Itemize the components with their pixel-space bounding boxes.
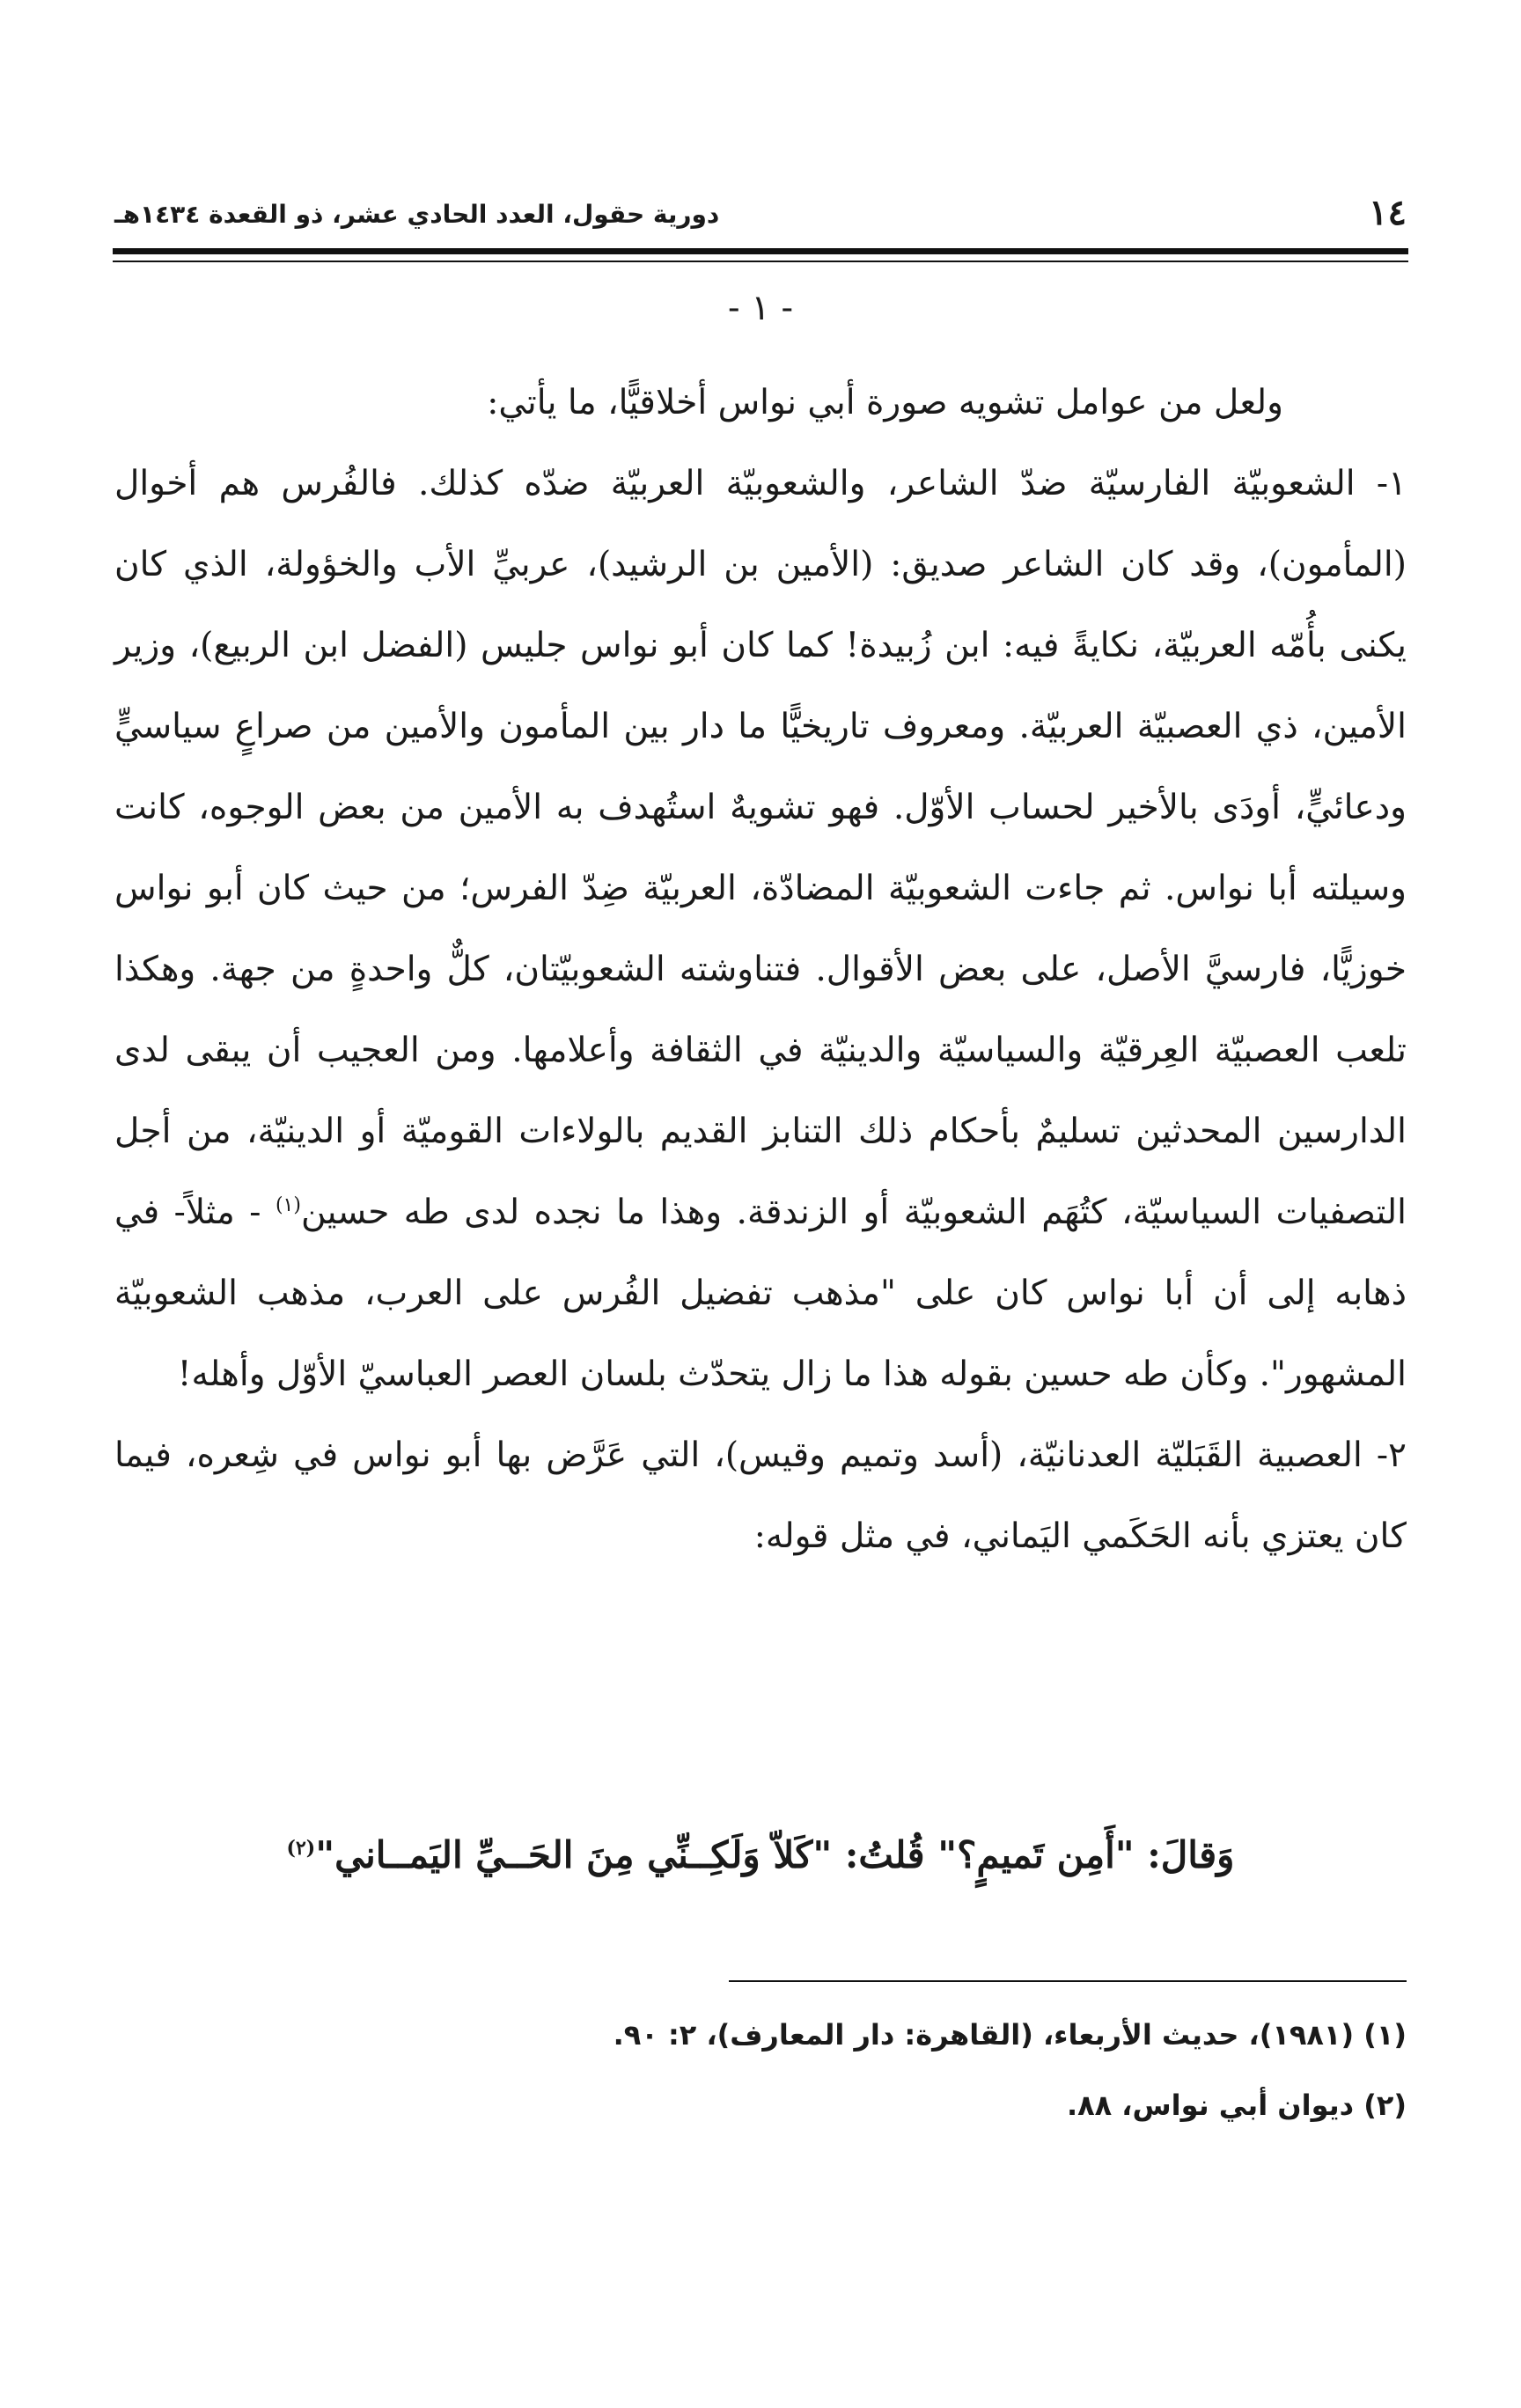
verse-line (114, 1820, 1407, 1890)
footnotes (114, 2000, 1407, 2140)
intro-paragraph: ولعل من عوامل تشويه صورة أبي نواس أخلاقيًّا، ما يأتي: (487, 383, 1283, 422)
item-1-text-b: - مثلاً- في ذهابه إلى أن أبا نواس كان على "مذهب تفضيل الفُرس على العرب، مذهب الشعوبيّة المشهور". وكأن طه حسين بقوله هذا ما زال يتحدّث بلسان العصر العباسيّ الأوّل وأهله! (114, 1193, 1407, 1394)
section-number: - ١ - (728, 288, 793, 328)
header-rule-thick (113, 248, 1408, 254)
body-text (114, 363, 1407, 1577)
verse-text: وَقالَ: "أَمِن تَميمٍ؟" قُلتُ: "كَلاّ وَلَكِــنِّي مِنَ الحَــيِّ اليَمــاني" (315, 1833, 1235, 1876)
footnote-1: (١) (١٩٨١)، حديث الأربعاء، (القاهرة: دار المعارف)، ٢: ٩٠. (613, 2018, 1407, 2052)
footnote-marker-1[interactable]: (١) (275, 1194, 301, 1216)
item-2-paragraph: ٢- العصبية القَبَليّة العدنانيّة، (أسد وتميم وقيس)، التي عَرَّض بها أبو نواس في شِعره، فيما كان يعتزي بأنه الحَكَمي اليَماني، في مثل قوله: (114, 1435, 1407, 1556)
footnote-marker-2[interactable]: (٢) (286, 1837, 316, 1860)
page-header (114, 187, 1407, 239)
running-title: دورية حقول، العدد الحادي عشر، ذو القعدة ١٤٣٤هـ (114, 200, 720, 229)
header-rule-thin (113, 261, 1408, 262)
footnote-2: (٢) ديوان أبي نواس، ٨٨. (1066, 2089, 1407, 2122)
page-number: ١٤ (1369, 192, 1407, 233)
item-1-paragraph (114, 444, 1407, 1415)
footnote-separator (729, 1980, 1407, 1982)
item-1-text-a: ١- الشعوبيّة الفارسيّة ضدّ الشاعر، والشعوبيّة العربيّة ضدّه كذلك. فالفُرس هم أخوال (المأمون)، وقد كان الشاعر صديق: (الأمين بن الرشيد)، عربيِّ الأب والخؤولة، الذي كان يكنى بأُمّه العربيّة، نكايةً فيه: ابن زُبيدة! كما كان أبو نواس جليس (الفضل ابن الربيع)، وزير الأمين، ذي العصبيّة العربيّة. ومعروف تاريخيًّا ما دار بين المأمون والأمين من صراعٍ سياسيٍّ ودعائيٍّ، أودَى بالأخير لحساب الأوّل. فهو تشويهٌ استُهدف به الأمين من بعض الوجوه، كانت وسيلته أبا نواس. ثم جاءت الشعوبيّة المضادّة، العربيّة ضِدّ الفرس؛ من حيث كان أبو نواس خوزيًّا، فارسيَّ الأصل، على بعض الأقوال. فتناوشته الشعوبيّتان، كلٌّ واحدةٍ من جهة. وهكذا تلعب العصبيّة العِرقيّة والسياسيّة والدينيّة في الثقافة وأعلامها. ومن العجيب أن يبقى لدى الدارسين المحدثين تسليمٌ بأحكام ذلك التنابز القديم بالولاءات القوميّة أو الدينيّة، من أجل التصفيات السياسيّة، كتُهَم الشعوبيّة أو الزندقة. وهذا ما نجده لدى طه حسين (114, 464, 1407, 1232)
